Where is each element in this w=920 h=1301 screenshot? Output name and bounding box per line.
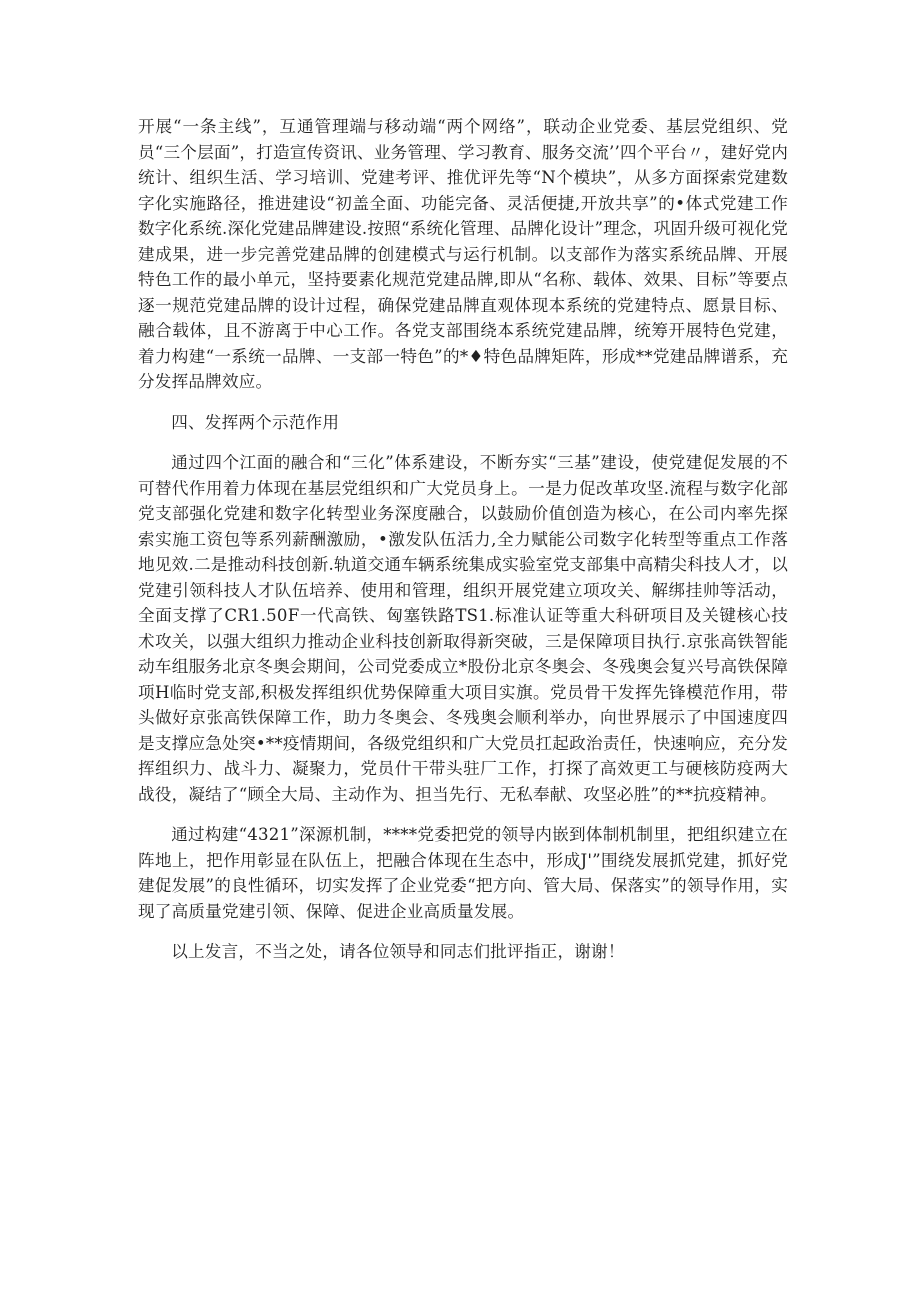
paragraph-party-building-digitalization: 开展“一条主线”，互通管理端与移动端“两个网络”，联动企业党委、基层党组织、党员“三个层面”，打造宣传资讯、业务管理、学习教育、服务交流’’四个平台〃，建好党内统计、组织生活、学习培训、党建考评、推优评先等“N个模块”，从多方面探索党建数字化实施路径，推进建设“初盖全面、功能完备、灵活便捷,开放共享”的•体式党建工作数字化系统.深化党建品牌建设.按照“系统化管理、品牌化设计”理念，巩固升级可视化党建成果，进一步完善党建品牌的创建模式与运行机制。以支部作为落实系统品牌、开展特色工作的最小单元，坚持要素化规范党建品牌,即从“名称、载体、效果、目标”等要点逐一规范党建品牌的设计过程，确保党建品牌直观体现本系统的党建特点、愿景目标、融合载体，且不游离于中心工作。各党支部围绕本系统党建品牌，统筹开展特色党建，着力构建“一系统一品牌、一支部一特色”的*♦特色品牌矩阵，形成**党建品牌谱系，充分发挥品牌效应。 [138,117,788,391]
section-heading-four: 四、发挥两个示范作用 [171,412,340,432]
paragraph-demonstration-role: 通过四个江面的融合和“三化”体系建设，不断夯实“三基”建设，使党建促发展的不可替代作用着力体现在基层党组织和广大党员身上。一是力促改革攻坚.流程与数字化部党支部强化党建和数字化转型业务深度融合，以鼓励价值创造为核心，在公司内率先探索实施工资包等系列薪酬激励，•激发队伍活力,全力赋能公司数字化转型等重点工作落地见效.二是推动科技创新.轨道交通车辆系统集成实验室党支部集中高精尖科技人才，以党建引领科技人才队伍培养、使用和管理，组织开展党建立项攻关、解绑挂帅等活动，全面支撑了CR1.50F一代高铁、匈塞铁路TS1.标准认证等重大科研项目及关键核心技术攻关，以强大组织力推动企业科技创新取得新突破，三是保障项目执行.京张高铁智能动车组服务北京冬奥会期间，公司党委成立*股份北京冬奥会、冬残奥会复兴号高铁保障项H临时党支部,积极发挥组织优势保障重大项目实旗。党员骨干发挥先锋模范作用，带头做好京张高铁保障工作，助力冬奥会、冬残奥会顺利举办，向世界展示了中国速度四是支撑应急处突•**疫情期间，各级党组织和广大党员扛起政治责任，快速响应，充分发挥组织力、战斗力、凝聚力，党员什干带头驻厂工作，打探了高效更工与硬核防疫两大战役，凝结了“顾全大局、主动作为、担当先行、无私奉献、攻坚必胜”的**抗疫精神。 [138,453,788,804]
paragraph-closing-remarks: 以上发言，不当之处，请各位领导和同志们批评指正，谢谢！ [171,942,625,961]
paragraph-4321-mechanism: 通过构建“4321”深源机制，****党委把党的领导内嵌到体制机制里，把组织建立在阵地上，把作用彰显在队伍上，把融合体现在生态中，形成J'”围绕发展抓党建，抓好党建促发展”的良性循环，切实发挥了企业党委“把方向、管大局、保落实”的领导作用，实现了高质量党建引领、保障、促进企业高质量发展。 [138,825,788,921]
